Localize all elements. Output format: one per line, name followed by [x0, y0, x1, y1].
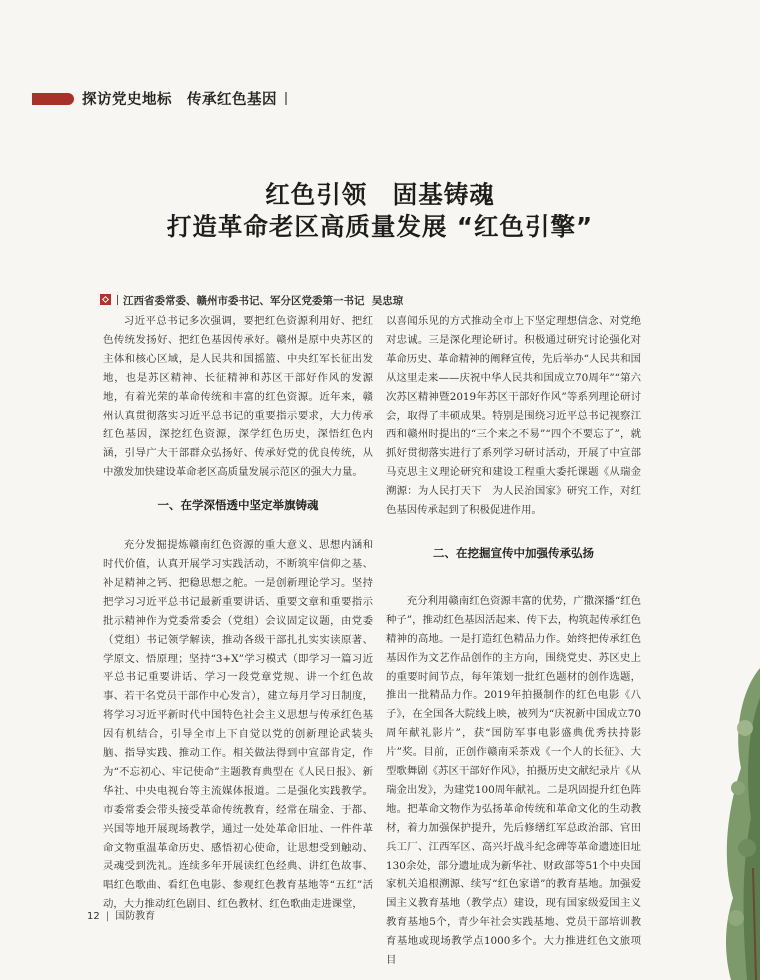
footer-divider: | — [105, 911, 110, 922]
section-title: 探访党史地标 传承红色基因 — [82, 92, 277, 108]
author-marker-icon — [100, 294, 111, 305]
section-heading-1: 一、在学深悟透中坚定举旗铸魂 — [157, 498, 319, 513]
article-title-line1: 红色引领 固基铸魂 — [265, 180, 495, 209]
publication-name: 国防教育 — [115, 911, 156, 922]
author-position: 江西省委常委、赣州市委书记、军分区党委第一书记 — [123, 295, 365, 307]
author-name: 吴忠琼 — [371, 295, 404, 307]
byline — [100, 293, 403, 308]
section-marker-bar — [32, 93, 74, 105]
page-number: 12 — [87, 911, 100, 922]
header-divider — [285, 92, 287, 105]
section-header — [82, 88, 287, 109]
text-column-left — [103, 312, 373, 914]
section1-paragraph: 充分发掘提炼赣南红色资源的重大意义、思想内涵和时代价值，认真开展学习实践活动，不断筑牢信仰之基、补足精神之钙、把稳思想之舵。一是创新理论学习。坚持把学习习近平总书记最新重要讲话、重要文章和重要指示批示精神作为党委常委会（党组）会议固定议题，由党委（党组）书记领学解读，推动各级干部扎扎实实读原著、学原文、悟原理；坚持“3+X”学习模式（即学习一篇习近平总书记重要讲话、学习一段党章党规、讲一个红色故事、若干名党员干部作中心发言），建立每月学习日制度，将学习习近平新时代中国特色社会主义思想与传承红色基因有机结合，引导全市上下自觉以党的创新理论武装头脑、指导实践、推动工作。相关做法得到中宣部肯定，作为“不忘初心、牢记使命”主题教育典型在《人民日报》、新华社、中央电视台等主流媒体报道。二是强化实践教学。市委常委会带头接受革命传统教育，经常在瑞金、于都、兴国等地开展现场教学，通过一处处革命旧址、一件件革命文物重温革命历史、感悟初心使命，让思想受到触动、灵魂受到洗礼。连续多年开展读红色经典、讲红色故事、唱红色歌曲、看红色电影、参观红色教育基地等“五红”活动，大力推动红色剧目、红色教材、红色歌曲走进课堂， — [103, 539, 373, 911]
continuation-paragraph: 以喜闻乐见的方式推动全市上下坚定理想信念、对党绝对忠诚。三是深化理论研讨。积极通过研究讨论强化对革命历史、革命精神的阐释宣传，先后举办“人民共和国从这里走来——庆祝中华人民共和国成立70周年”“第六次苏区精神暨2019年苏区干部好作风”等系列理论研讨会，取得了丰硕成果。特别是围绕习近平总书记视察江西和赣州时提出的“三个来之不易”“四个不要忘了”，就抓好贯彻落实进行了系列学习研讨活动，开展了中宣部马克思主义理论研究和建设工程重大委托课题《从瑞金溯源：为人民打天下 为人民治国家》研究工作，对红色基因传承起到了积极促进作用。 — [386, 315, 641, 517]
foliage-image — [703, 668, 760, 980]
section-heading-2: 二、在挖掘宣传中加强传承弘扬 — [433, 545, 594, 560]
text-column-right — [386, 312, 641, 970]
section2-paragraph: 充分利用赣南红色资源丰富的优势，广撒深播“红色种子”，推动红色基因活起来、传下去，构筑起传承红色精神的高地。一是打造红色精品力作。始终把传承红色基因作为文艺作品创作的主方向，围绕党史、苏区史上的重要时间节点，每年策划一批红色题材的创作选题，推出一批精品力作。2019年拍摄制作的红色电影《八子》，在全国各大院线上映，被列为“庆祝新中国成立70周年献礼影片”，获“国防军事电影盛典优秀扶持影片”奖。目前，正创作赣南采茶戏《一个人的长征》、大型歌舞剧《苏区干部好作风》，拍摄历史文献纪录片《从瑞金出发》，为建党100周年献礼。二是巩固提升红色阵地。把革命文物作为弘扬革命传统和革命文化的生动教材，着力加强保护提升，先后修缮红军总政治部、官田兵工厂、江西军区、高兴圩战斗纪念碑等革命遗迹旧址130余处，部分遗址成为新华社、财政部等51个中央国家机关追根溯源、续写“红色家谱”的教育基地。加强爱国主义教育基地（教学点）建设，现有国家级爱国主义教育基地5个，青少年社会实践基地、党员干部培训教育基地或现场教学点1000多个。大力推进红色文旅项目 — [386, 594, 641, 967]
intro-paragraph: 习近平总书记多次强调，要把红色资源利用好、把红色传统发扬好、把红色基因传承好。赣州是原中央苏区的主体和核心区域，是人民共和国摇篮、中央红军长征出发地，也是苏区精神、长征精神和苏区干部好作风的发源地，有着光荣的革命传统和丰富的红色资源。近年来，赣州认真贯彻落实习近平总书记的重要指示要求，大力传承红色基因，深挖红色资源，深学红色历史，深悟红色内涵，引导广大干部群众弘扬好、传承好党的优良传统，从中激发加快建设革命老区高质量发展示范区的强大力量。 — [103, 315, 373, 479]
article-title-line2: 打造革命老区高质量发展 “红色引擎” — [166, 212, 594, 241]
byline-divider — [117, 295, 118, 305]
page-footer — [87, 907, 155, 922]
